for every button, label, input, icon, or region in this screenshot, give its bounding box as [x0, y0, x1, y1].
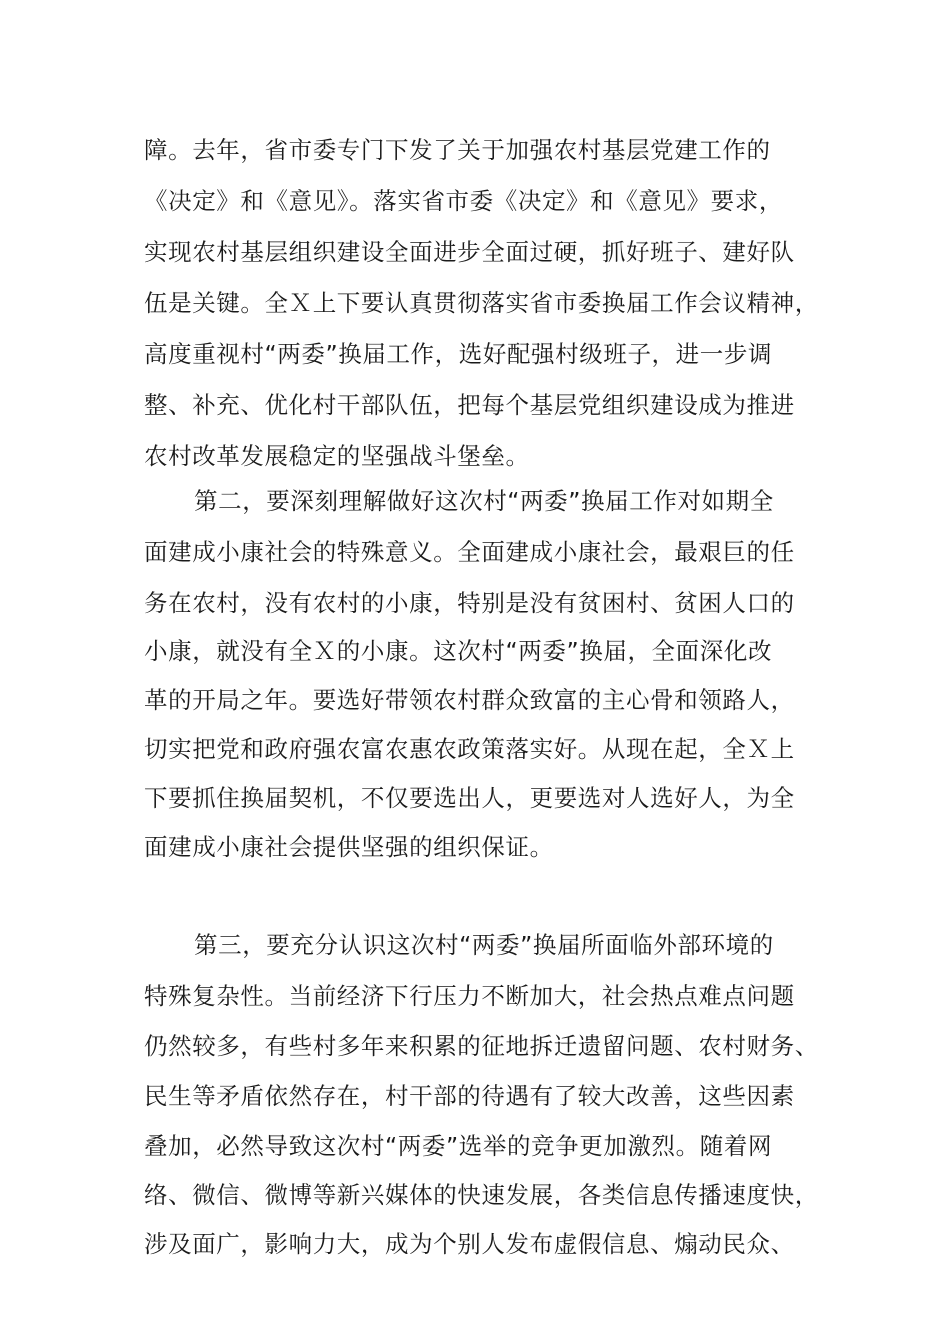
text-line: 叠加，必然导致这次村“两委”选举的竞争更加激烈。随着网	[144, 1132, 773, 1160]
text-line: 民生等矛盾依然存在，村干部的待遇有了较大改善，这些因素	[144, 1082, 795, 1110]
text-line: 农村改革发展稳定的坚强战斗堡垒。	[144, 442, 530, 470]
text-line: 伍是关键。全Ｘ上下要认真贯彻落实省市委换届工作会议精神，	[144, 289, 819, 317]
text-line: 仍然较多，有些村多年来积累的征地拆迁遗留问题、农村财务、	[144, 1032, 819, 1060]
text-line: 下要抓住换届契机，不仅要选出人，更要选对人选好人，为全	[144, 784, 795, 812]
text-line: 实现农村基层组织建设全面进步全面过硬，抓好班子、建好队	[144, 238, 795, 266]
text-line: 高度重视村“两委”换届工作，选好配强村级班子，进一步调	[144, 340, 773, 368]
text-line: 切实把党和政府强农富农惠农政策落实好。从现在起，全Ｘ上	[144, 735, 795, 763]
text-line: 特殊复杂性。当前经济下行压力不断加大，社会热点难点问题	[144, 982, 795, 1010]
text-line: 涉及面广，影响力大，成为个别人发布虚假信息、煽动民众、	[144, 1230, 795, 1258]
text-line: 第二，要深刻理解做好这次村“两委”换届工作对如期全	[194, 487, 774, 515]
text-line: 《决定》和《意见》。落实省市委《决定》和《意见》要求，	[144, 187, 783, 215]
text-line: 小康，就没有全Ｘ的小康。这次村“两委”换届，全面深化改	[144, 637, 773, 665]
text-line: 障。去年，省市委专门下发了关于加强农村基层党建工作的	[144, 136, 771, 164]
text-line: 务在农村，没有农村的小康，特别是没有贫困村、贫困人口的	[144, 589, 795, 617]
text-line: 络、微信、微博等新兴媒体的快速发展，各类信息传播速度快，	[144, 1181, 819, 1209]
text-line: 革的开局之年。要选好带领农村群众致富的主心骨和领路人，	[144, 686, 795, 714]
text-line: 面建成小康社会的特殊意义。全面建成小康社会，最艰巨的任	[144, 538, 795, 566]
text-line: 第三，要充分认识这次村“两委”换届所面临外部环境的	[194, 931, 774, 959]
text-line: 整、补充、优化村干部队伍，把每个基层党组织建设成为推进	[144, 391, 795, 419]
text-line: 面建成小康社会提供坚强的组织保证。	[144, 833, 554, 861]
